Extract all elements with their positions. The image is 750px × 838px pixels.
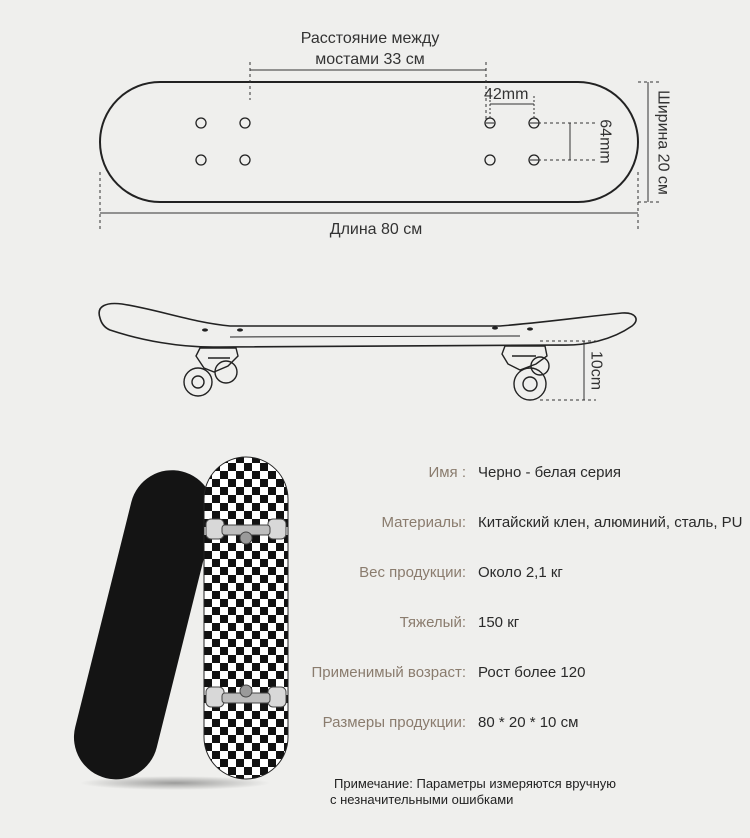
- note-line2: с незначительными ошибками: [330, 792, 514, 807]
- deck-side-outline: [99, 304, 636, 348]
- left-truck-holes: [196, 118, 250, 165]
- measurement-note: [330, 776, 616, 808]
- wheelbase-dimension: [250, 62, 486, 120]
- spec-key: Размеры продукции:: [322, 714, 466, 731]
- width-label: Ширина 20 см: [654, 90, 672, 195]
- note-line1: Примечание: Параметры измеряются вручную: [334, 776, 617, 791]
- spec-row-weight: [0, 564, 750, 588]
- deck-top-outline: [100, 82, 638, 202]
- spec-value: Китайский клен, алюминий, сталь, PU: [478, 514, 743, 531]
- spec-key: Материалы:: [381, 514, 466, 531]
- spec-value: Черно - белая серия: [478, 464, 621, 481]
- spec-key: Применимый возраст:: [311, 664, 466, 681]
- wheelbase-label-line2: мостами 33 см: [315, 51, 425, 68]
- spec-row-load: [0, 614, 750, 638]
- left-truck-side: [184, 348, 238, 396]
- spec-value: 150 кг: [478, 614, 520, 631]
- spec-row-materials: [0, 514, 750, 538]
- spec-row-dimensions: [0, 714, 750, 738]
- spec-row-name: [0, 464, 750, 488]
- spec-value: 80 * 20 * 10 см: [478, 714, 579, 731]
- length-label: Длина 80 см: [329, 221, 423, 238]
- hole-height-dimension: [538, 123, 596, 160]
- spec-key: Имя :: [428, 464, 466, 481]
- height-label: 10cm: [587, 350, 605, 391]
- spec-key: Тяжелый:: [399, 614, 466, 631]
- hole-height-label: 64mm: [596, 119, 614, 164]
- spec-value: Рост более 120: [478, 664, 586, 681]
- spec-key: Вес продукции:: [359, 564, 466, 581]
- wheelbase-label-line1: Расстояние между: [300, 30, 440, 47]
- right-truck-holes: [485, 118, 539, 165]
- spec-value: Около 2,1 кг: [478, 564, 563, 581]
- right-truck-side: [502, 346, 549, 400]
- hole-spacing-label: 42mm: [484, 86, 529, 103]
- spec-row-age: [0, 664, 750, 688]
